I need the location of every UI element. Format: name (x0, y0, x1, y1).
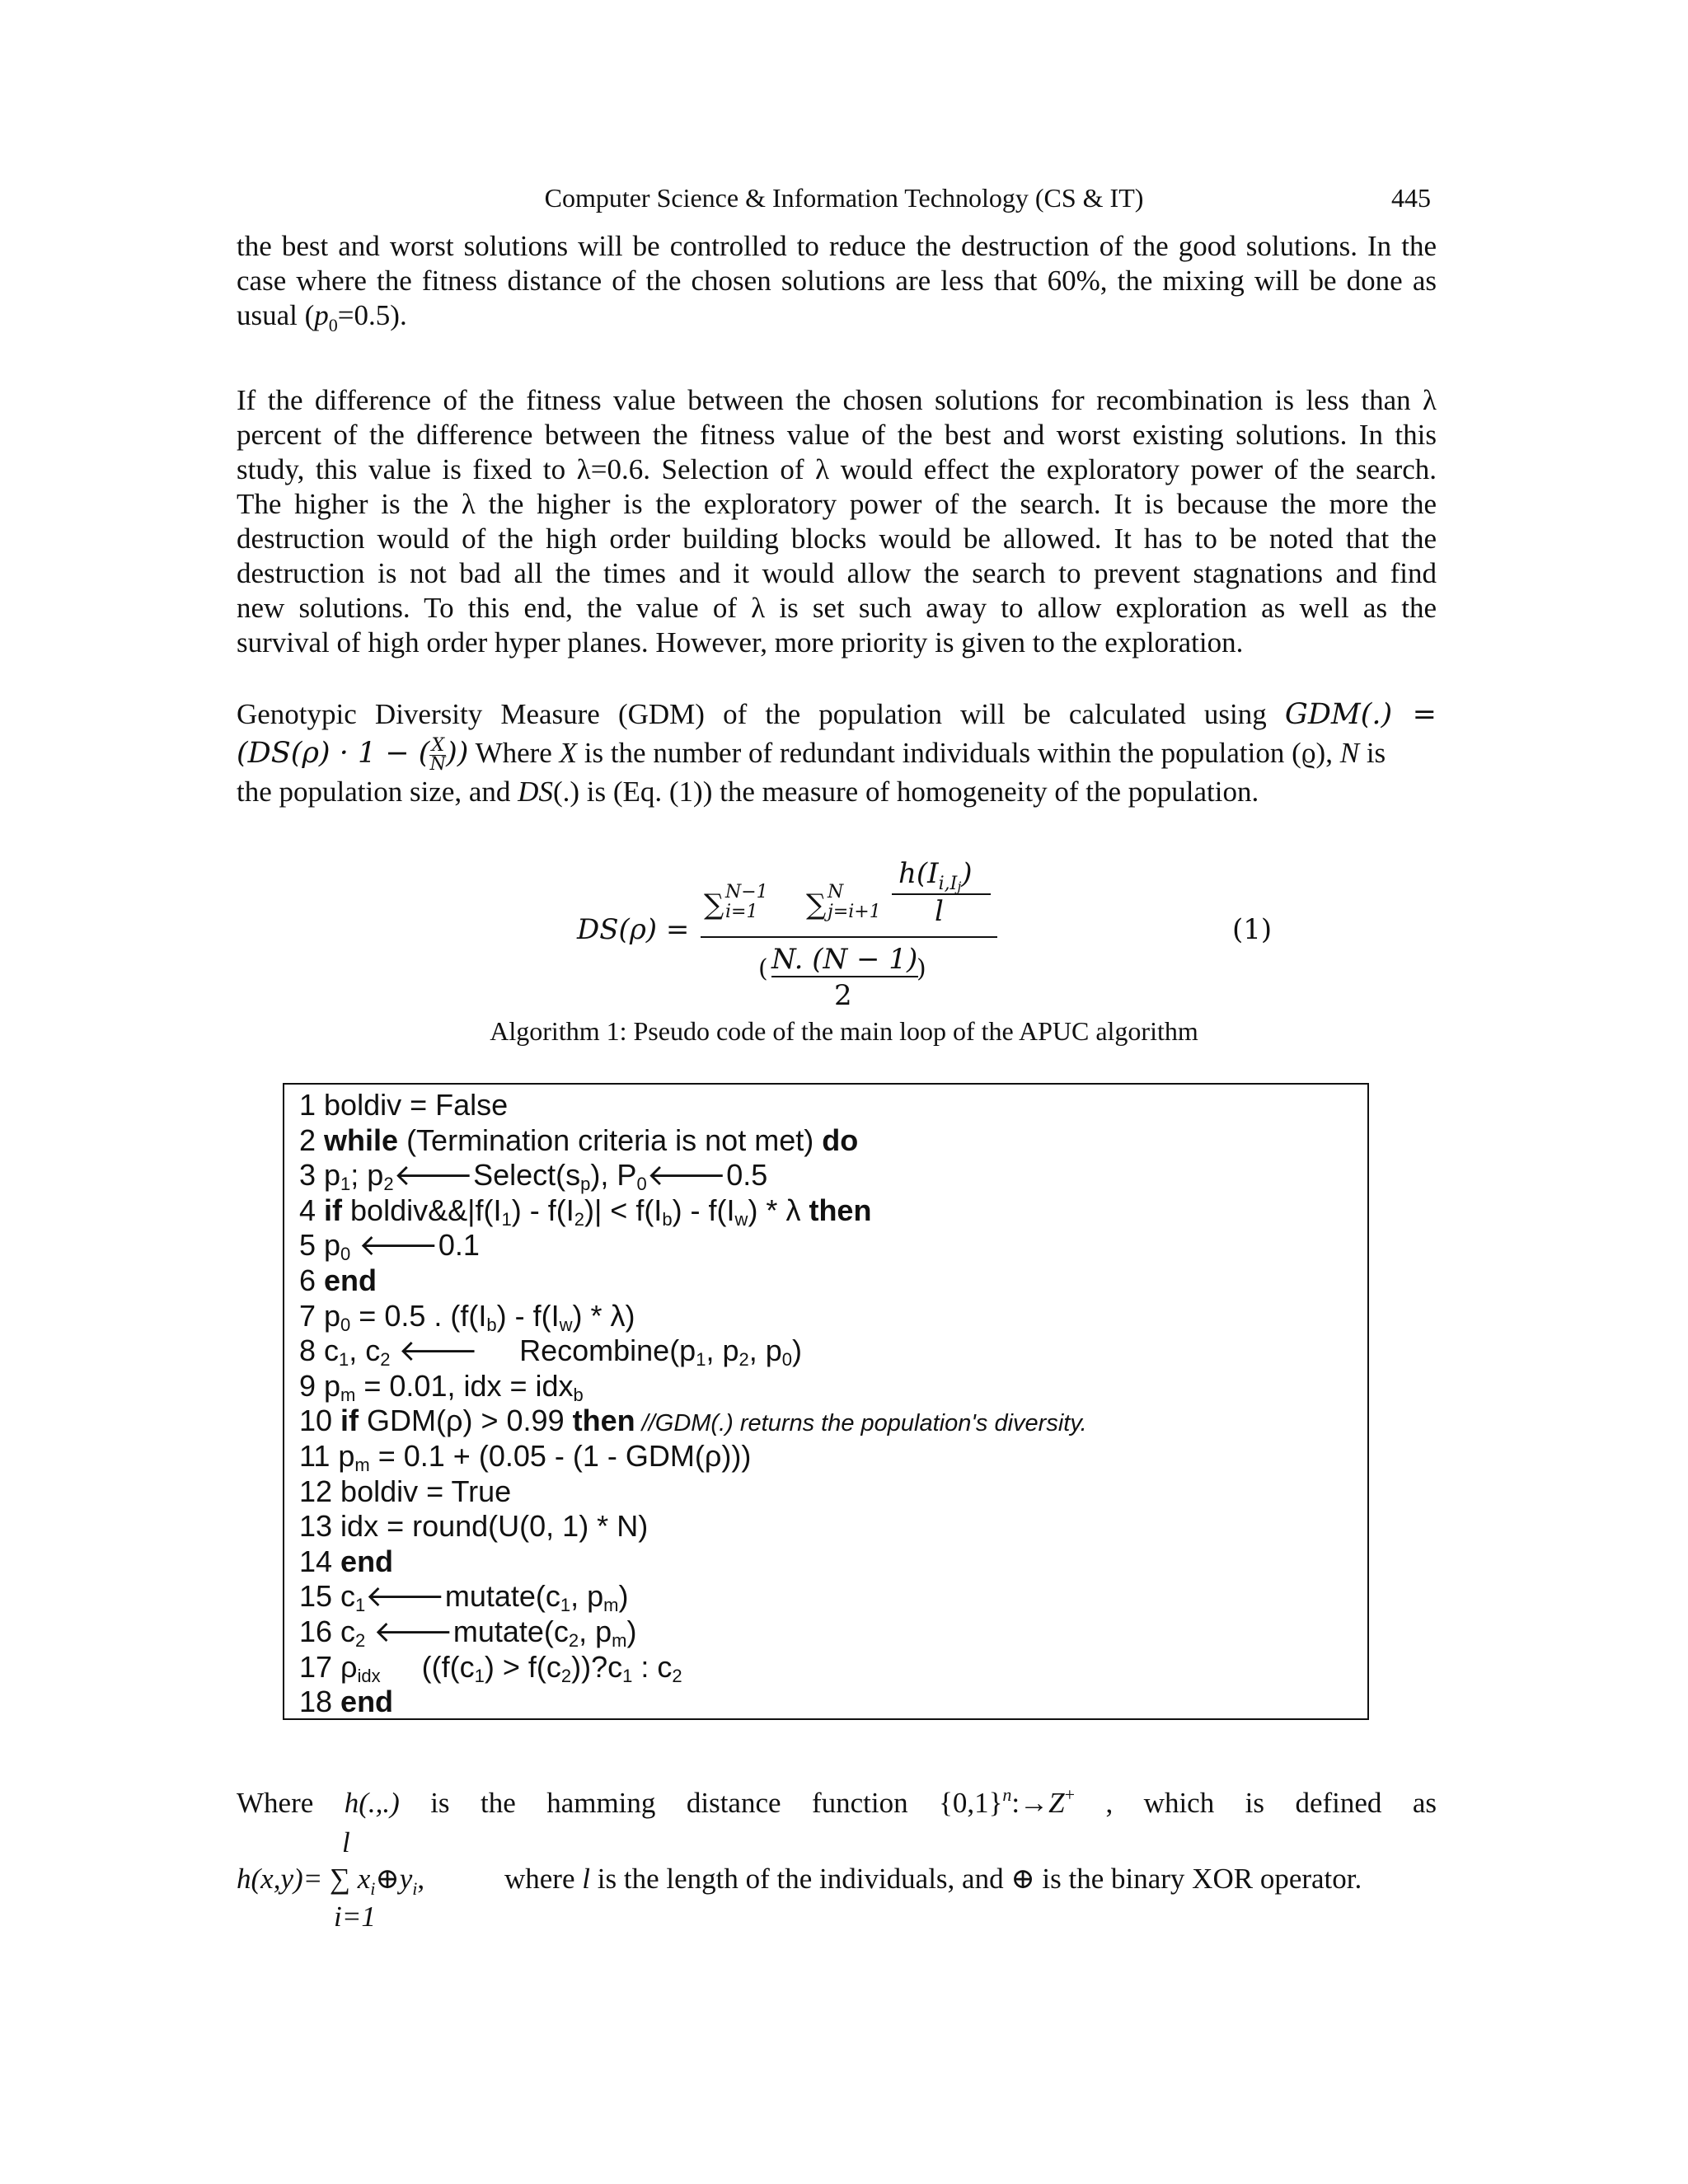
algo-line-3: 3 $p_1$; $p_2🡐Select(s_p)$, $P_0🡐0.5$ (299, 1158, 768, 1195)
paragraph-2 (237, 383, 1437, 660)
journal-title: Computer Science & Information Technology (CS & IT) (544, 183, 1144, 213)
algo-line-1: 1 boldiv = False (299, 1088, 509, 1122)
algo-line-14: 14 end (299, 1544, 394, 1578)
text-line: destruction would of the high order building blocks would be allowed. It has to be noted that the (237, 523, 1437, 555)
equation-lhs: DS(ρ) = (577, 913, 690, 946)
text-line: new solutions. To this end, the value of λ is set such away to allow exploration as well as the (237, 592, 1437, 624)
algo-line-12: 12 boldiv = True (299, 1474, 512, 1508)
algo-line-9: 9 $p_m = 0.01$, idx = idx$_b$ (299, 1368, 584, 1405)
algo-line-11: 11 $p_m = 0.1 + (0.05 - (1 - GDM(\rho)))$ (299, 1438, 752, 1475)
equation-1: DS(ρ) = ∑ N−1 i=1 ∑ N j=i+1 $h(I_{i,Ij})$ l ( N. (N − 1) 2 ) (577, 849, 1071, 1005)
text-line: study, this value is fixed to λ=0.6. Selection of λ would effect the exploratory power of the search. (237, 453, 1437, 485)
page-number: 445 (1391, 183, 1431, 213)
algo-line-2: 2 while (Termination criteria is not met) do (299, 1122, 859, 1157)
algo-line-6: 6 end (299, 1263, 377, 1297)
text-line: The higher is the λ the higher is the exploratory power of the search. It is because the more the (237, 488, 1437, 520)
algo-line-16: 16 $c_2$ $🡐mutate(c_2$, $p_m$) (299, 1614, 637, 1651)
equation-number: (1) (1232, 913, 1273, 946)
text-line: case where the fitness distance of the chosen solutions are less that 60%, the mixing will be done as (237, 265, 1437, 297)
algo-comment: //GDM(.) returns the population's diversity. (635, 1410, 1087, 1437)
algo-line-17: 17 $\rho_{idx}$ (($f(c_1)$ > $f(c_2))?c_1$ : $c_2$ (299, 1649, 682, 1686)
text-line: the best and worst solutions will be controlled to reduce the destruction of the good solutions. In the (237, 230, 1437, 262)
algo-line-18: 18 end (299, 1685, 394, 1719)
hamming-formula: l h(x,y)= ∑ $x_i\oplus y_i$, i=1 where l is the length of the individuals, and ⊕ is the binary XOR operator. (237, 1826, 1362, 1933)
text-line: usual $(p_0=0.5)$. (237, 299, 407, 335)
algo-line-4: 4 if $boldiv\&\&|f(I_1) - f(I_2)| < f(I_b) - f(I_w) * \lambda$ then (299, 1193, 872, 1230)
text-line: (DS(ρ) · 1 − ( $\frac{X}{N}$ )) Where X is the number of redundant individuals within the population (ϱ), N is (237, 735, 1386, 776)
algorithm-caption: Algorithm 1: Pseudo code of the main loop of the APUC algorithm (490, 1016, 1198, 1046)
algo-line-13: 13 idx = round(U(0, 1) * N) (299, 1509, 649, 1544)
running-header (0, 183, 1688, 219)
algo-line-8: 8 $c_1$, $c_2$ 🡐 $Recombine(p_1$, $p_2$, $p_0$) (299, 1333, 803, 1371)
text-line: destruction is not bad all the times and it would allow the search to prevent stagnations and find (237, 557, 1437, 589)
algo-line-10: 10 if GDM(ρ) > 0.99 then //GDM(.) returns the population's diversity. (299, 1404, 1087, 1438)
paragraph-3 (237, 697, 1437, 809)
algo-line-7: 7 $p_0 = 0.5$ . $(f(I_b) - f(I_w) * \lambda)$ (299, 1298, 635, 1335)
text-line: If the difference of the fitness value between the chosen solutions for recombination is less than λ (237, 384, 1437, 416)
algo-line-5: 5 $p_0$ 🡐0.1 (299, 1228, 480, 1265)
text-line: Where h(.,.) is the hamming distance function $\{0,1\}^n:\to Z^+$ , which is defined as (237, 1784, 1437, 1819)
algo-line-15: 15 $c_1🡐mutate(c_1$, $p_m$) (299, 1579, 629, 1616)
text-line: percent of the difference between the fitness value of the best and worst existing solutions. In this (237, 419, 1437, 451)
algorithm-box (283, 1083, 1369, 1720)
fraction-bar (701, 936, 997, 938)
equation-numerator: ∑ N−1 i=1 ∑ N j=i+1 $h(I_{i,Ij})$ l (701, 857, 997, 933)
text-line: Genotypic Diversity Measure (GDM) of the population will be calculated using GDM(.) = (237, 698, 1437, 731)
text-line: the population size, and DS(.) is (Eq. (1)) the measure of homogeneity of the population. (237, 776, 1259, 808)
paragraph-1 (237, 229, 1437, 333)
text-line: survival of high order hyper planes. However, more priority is given to the exploration. (237, 626, 1244, 658)
